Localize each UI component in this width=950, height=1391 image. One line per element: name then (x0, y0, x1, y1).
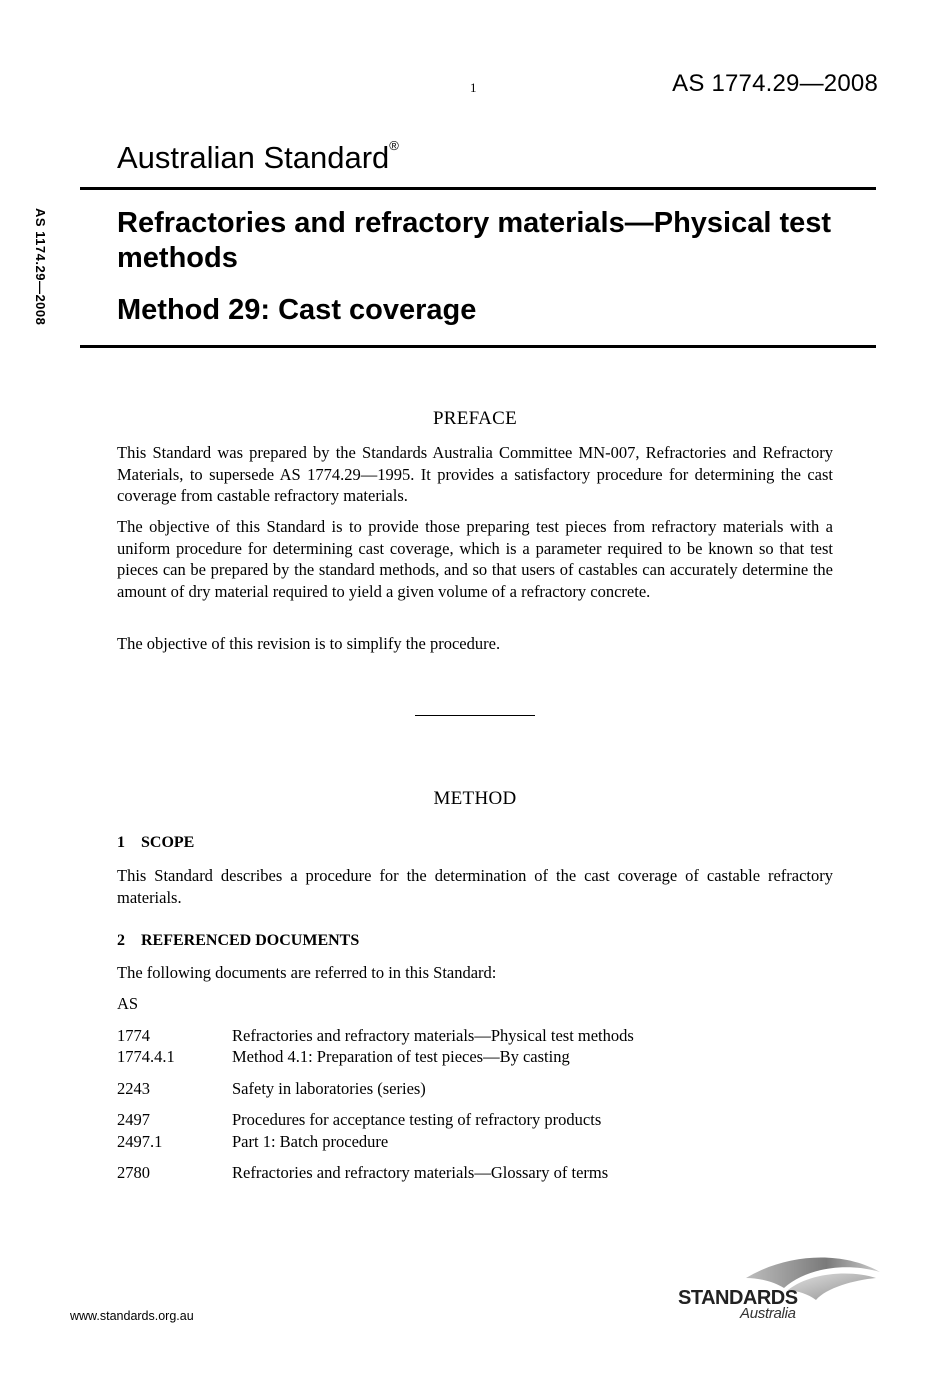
reference-item: 2780 Refractories and refractory materials—Glossary of terms (117, 1163, 609, 1182)
preface-paragraph: This Standard was prepared by the Standards Australia Committee MN-007, Refractories and Refractory Materials, to supersede AS 1774.29—1995. It provides a satisfactory procedure for determining the cast coverage from castable refractory materials. (117, 443, 833, 505)
reference-item: 1774.4.1 Method 4.1: Preparation of test pieces—By casting (117, 1047, 570, 1066)
method-heading: METHOD (433, 788, 517, 809)
scope-text: This Standard describes a procedure for the determination of the cast coverage of castable refractory materials. (117, 866, 833, 907)
reference-item: 1774 Refractories and refractory materials—Physical test methods (117, 1026, 634, 1045)
preface-paragraph: The objective of this revision is to simplify the procedure. (117, 634, 501, 653)
footer-url: www.standards.org.au (70, 1309, 194, 1323)
logo-wordmark: STANDARDS (678, 1287, 798, 1309)
references-prefix: AS (117, 994, 139, 1013)
reference-item: 2243 Safety in laboratories (series) (117, 1079, 426, 1098)
clause-heading-references: 2 REFERENCED DOCUMENTS (117, 932, 360, 949)
reference-item: 2497 Procedures for acceptance testing of refractory products (117, 1110, 602, 1129)
document-title: Refractories and refractory materials—Physical test methods (117, 207, 832, 274)
preface-paragraph: The objective of this Standard is to provide those preparing test pieces from refractory materials with a uniform procedure for determining cast coverage, which is a parameter required to be known so that test pieces can be prepared by the standard methods, and so that users of castables can accurately determine the amount of dry material required to yield a given volume of a refractory concrete. (117, 517, 833, 601)
series-title: Australian Standard® (117, 138, 399, 175)
preface-heading: PREFACE (432, 408, 518, 429)
document-subtitle: Method 29: Cast coverage (117, 294, 477, 326)
section-divider (415, 715, 535, 716)
side-standard-code: AS 1174.29—2008 (33, 208, 48, 326)
logo-subtitle: Australia (740, 1305, 796, 1322)
registered-mark: ® (389, 138, 399, 153)
references-intro: The following documents are referred to in this Standard: (117, 963, 497, 982)
title-rule-top (80, 187, 876, 190)
reference-item: 2497.1 Part 1: Batch procedure (117, 1132, 389, 1151)
clause-heading-scope: 1 SCOPE (117, 834, 195, 851)
title-rule-bottom (80, 345, 876, 348)
standard-code-header: AS 1774.29—2008 (672, 70, 878, 97)
page-number: 1 (470, 80, 477, 95)
